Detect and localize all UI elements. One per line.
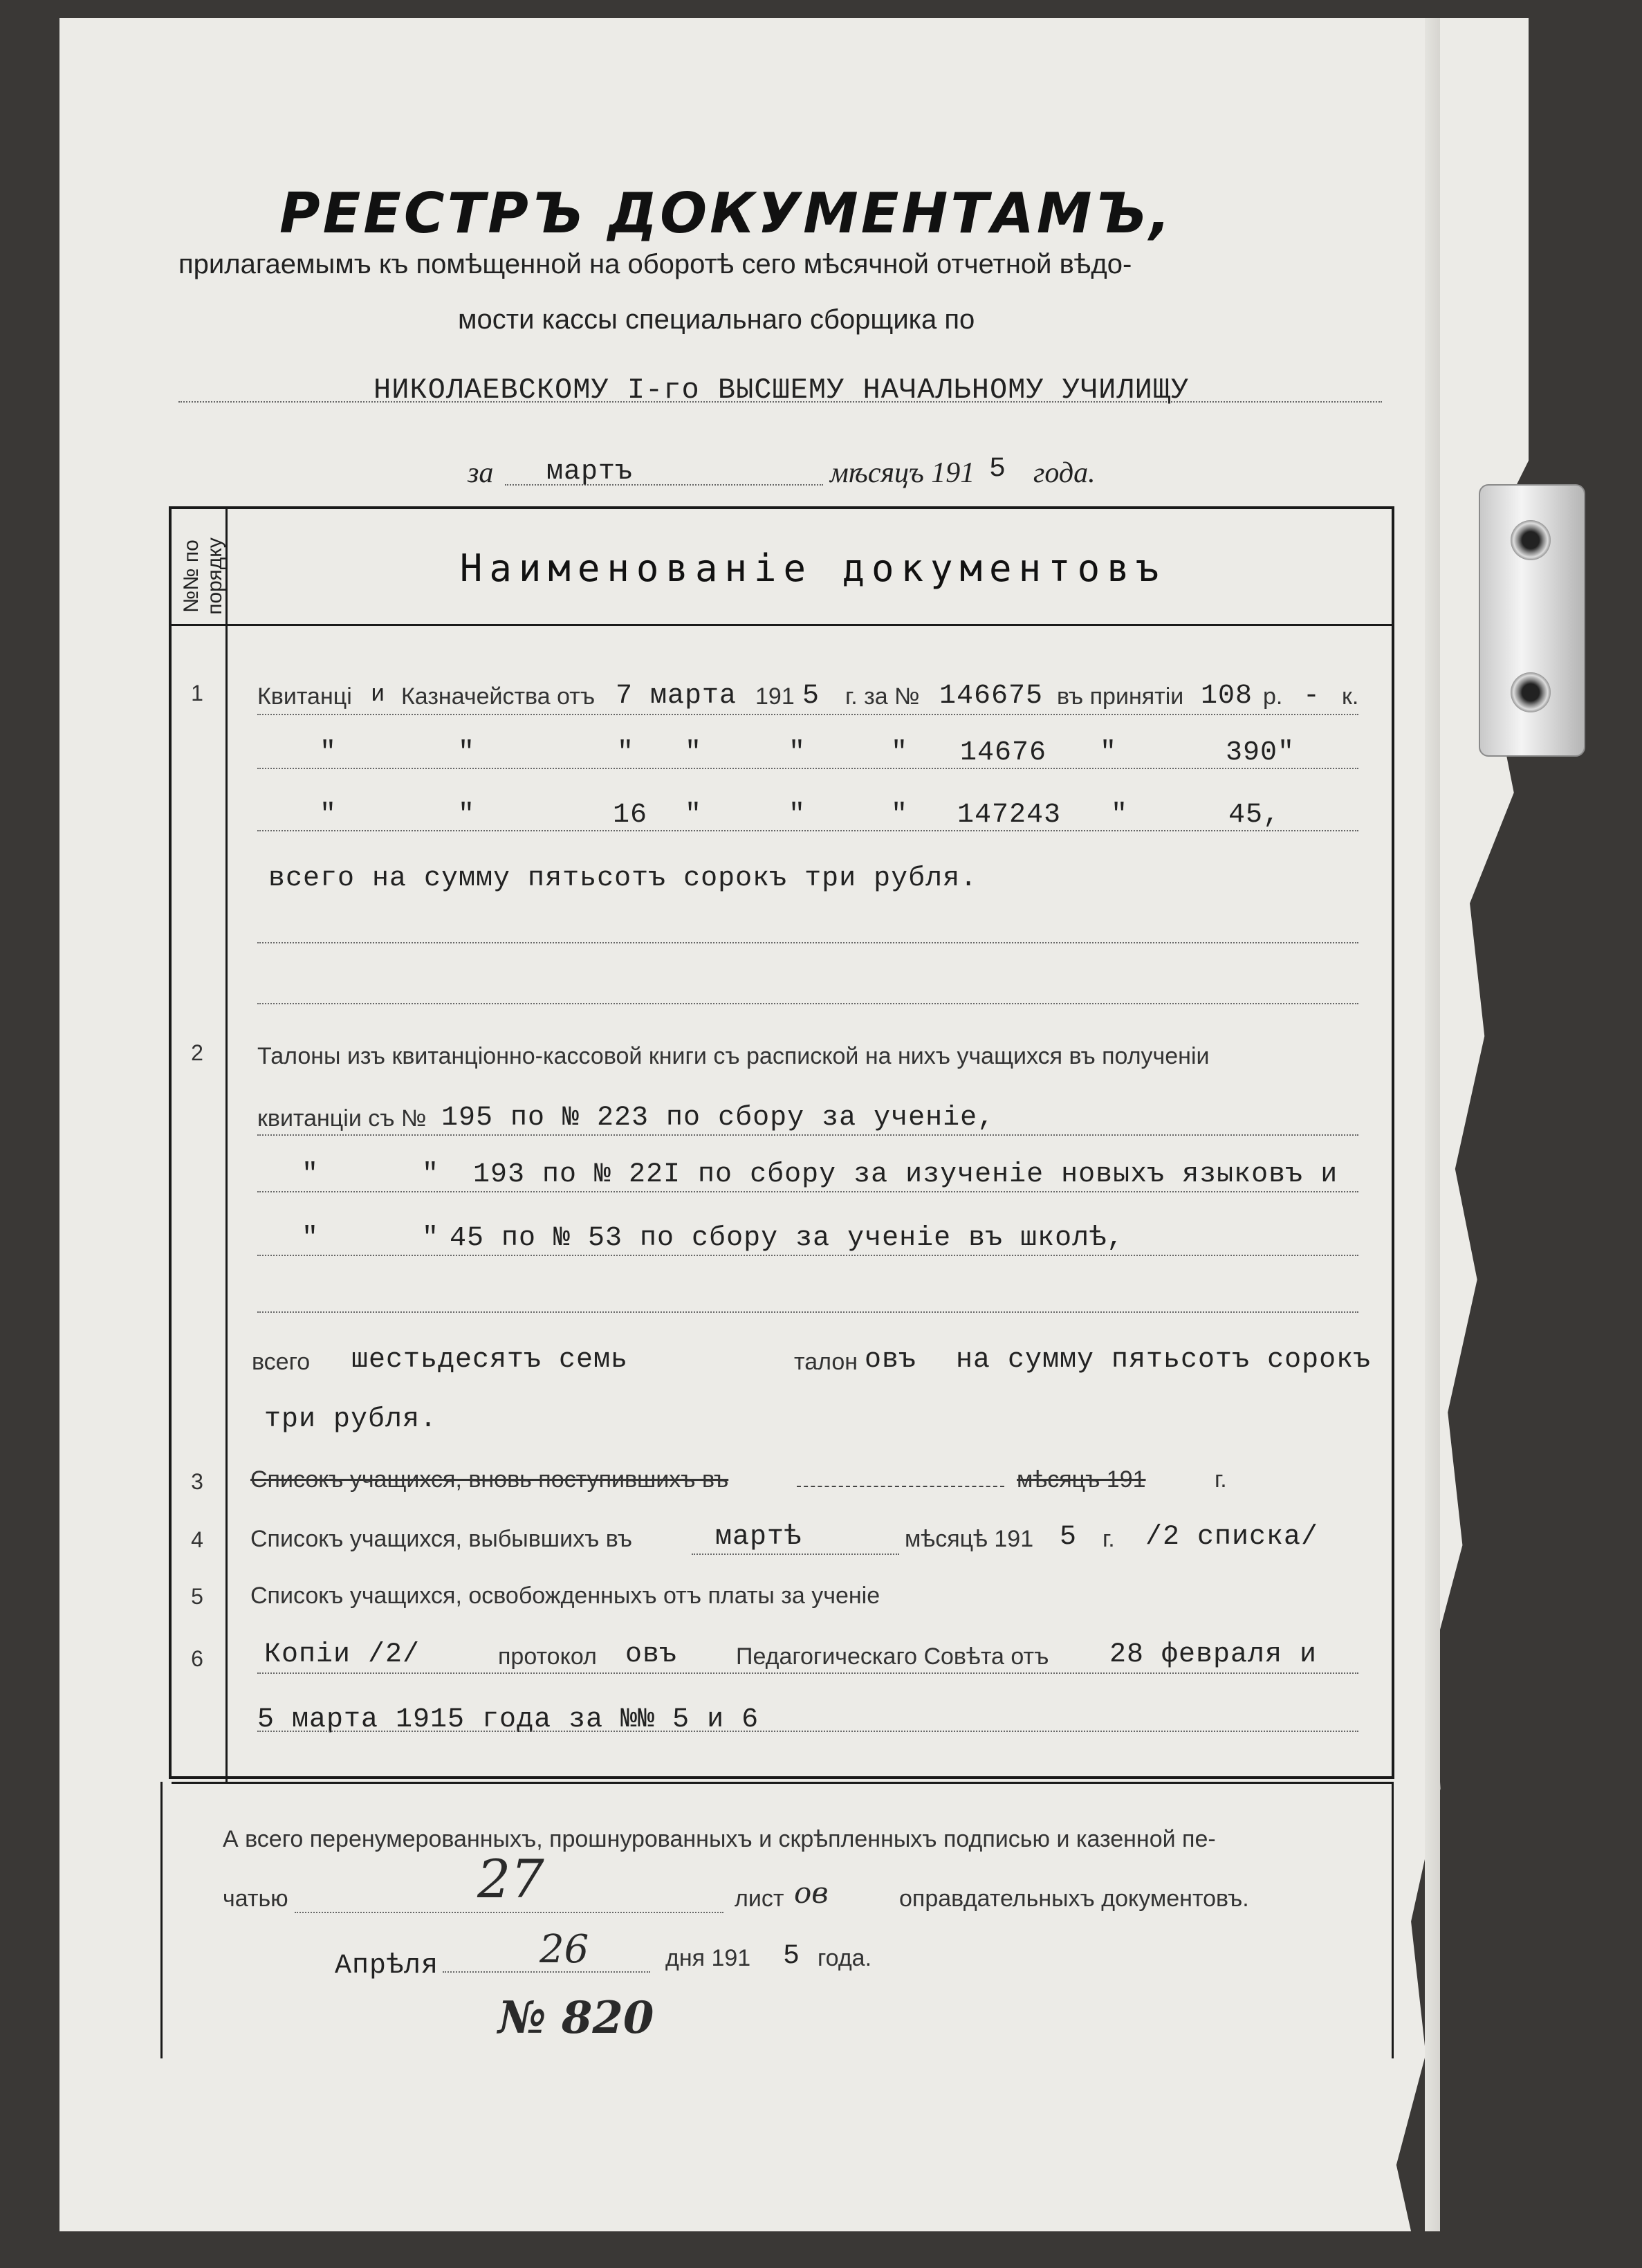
row1-line-5 bbox=[257, 942, 1358, 943]
row4-note: /2 списка/ bbox=[1145, 1522, 1319, 1553]
ditto-mark: " bbox=[320, 737, 338, 768]
row2-dotline bbox=[257, 1134, 1358, 1136]
footer-list-handwritten: ов bbox=[794, 1876, 829, 1910]
row1-label-a: Квитанці bbox=[257, 683, 352, 710]
row1-receipt-3: 147243 bbox=[957, 800, 1062, 831]
subtitle-line-1: прилагаемымъ къ помѣщенной на оборотѣ сего мѣсячной отчетной вѣдо- bbox=[178, 249, 1132, 279]
row4-g: г. bbox=[1103, 1526, 1115, 1552]
row2-line-1: Талоны изъ квитанціонно-кассовой книги съ распиской на нихъ учащихся въ полученіи bbox=[257, 1043, 1210, 1069]
period-end: года. bbox=[1033, 457, 1096, 489]
row6-council: Педагогическаго Совѣта отъ bbox=[736, 1643, 1049, 1670]
ditto-mark: " bbox=[1111, 800, 1129, 831]
ditto-mark: " bbox=[1100, 737, 1118, 768]
row2-line-2: 195 по № 223 по сбору за ученіе, bbox=[441, 1103, 995, 1134]
row2-total-label: всего bbox=[252, 1349, 311, 1375]
row2-total-sum: на сумму пятьсотъ сорокъ bbox=[956, 1345, 1372, 1376]
row-number: 5 bbox=[191, 1584, 203, 1609]
table-bottom-rule bbox=[172, 1782, 1392, 1784]
table-header-divider bbox=[172, 624, 1392, 626]
row1-year-prefix: 191 bbox=[755, 683, 795, 710]
row6-dotline bbox=[257, 1731, 1358, 1732]
ditto-mark: " bbox=[422, 1223, 440, 1254]
row1-amount-2: 390" bbox=[1226, 737, 1295, 768]
row6-date-1: 28 февраля и bbox=[1109, 1639, 1318, 1670]
row-number: 6 bbox=[191, 1646, 203, 1671]
period-month: мартъ bbox=[546, 457, 634, 488]
period-year-digit: 5 bbox=[989, 454, 1007, 485]
row4-month: мѣсяцѣ 191 bbox=[905, 1526, 1034, 1552]
ditto-mark: " bbox=[891, 737, 909, 768]
row1-line-3 bbox=[257, 830, 1358, 831]
ditto-mark: " bbox=[891, 800, 909, 831]
footer-month: Апрѣля bbox=[335, 1951, 439, 1982]
row2-talon-fill: овъ bbox=[865, 1345, 917, 1376]
footer-line-1: А всего перенумерованныхъ, прошнурованныхъ и скрѣпленныхъ подписью и казенной пе- bbox=[223, 1826, 1216, 1852]
row1-label-a-fill: и bbox=[371, 682, 386, 708]
metal-binder-clip bbox=[1479, 484, 1585, 757]
row5-text: Списокъ учащихся, освобожденныхъ отъ платы за ученіе bbox=[250, 1583, 880, 1609]
footer-day-label: дня 191 bbox=[665, 1945, 751, 1971]
footer-docs: оправдательныхъ документовъ. bbox=[899, 1886, 1249, 1912]
row4-text: Списокъ учащихся, выбывшихъ въ bbox=[250, 1526, 632, 1552]
footer-count-handwritten: 27 bbox=[477, 1848, 544, 1910]
footer-right-border bbox=[1392, 1782, 1394, 2058]
clip-eyelet bbox=[1511, 672, 1551, 712]
row1-line-2 bbox=[257, 768, 1358, 769]
table-column-divider bbox=[225, 509, 228, 1782]
row2-total-sum-2: три рубля. bbox=[264, 1404, 438, 1435]
row-number: 4 bbox=[191, 1527, 203, 1552]
row1-day-3: 16 bbox=[613, 800, 648, 831]
column-header-title: Наименованіе документовъ bbox=[459, 546, 1166, 590]
clip-eyelet bbox=[1511, 520, 1551, 560]
subtitle-line-2: мости кассы специальнаго сборщика по bbox=[458, 304, 975, 335]
row1-amount-1: 108 bbox=[1201, 681, 1253, 712]
row1-kop-dash: - bbox=[1303, 681, 1321, 712]
footer-left-border bbox=[160, 1782, 163, 2058]
footer-list-label: лист bbox=[735, 1886, 784, 1912]
row1-year-digit: 5 bbox=[802, 681, 820, 712]
ditto-mark: " bbox=[320, 800, 338, 831]
column-header-number: №№ по порядку bbox=[180, 537, 226, 615]
ditto-mark: " bbox=[685, 737, 703, 768]
ditto-mark: " bbox=[617, 737, 635, 768]
row-number: 1 bbox=[191, 681, 203, 706]
ditto-mark: " bbox=[302, 1223, 320, 1254]
ditto-mark: " bbox=[458, 800, 476, 831]
footer-year-digit: 5 bbox=[783, 1941, 801, 1972]
registry-number-handwritten: № 820 bbox=[498, 1992, 654, 2044]
row4-year-digit: 5 bbox=[1060, 1522, 1078, 1553]
row6-protokol-fill: овъ bbox=[625, 1639, 678, 1670]
ditto-mark: " bbox=[422, 1159, 440, 1190]
row6-kopii: Копіи /2/ bbox=[264, 1639, 421, 1670]
row1-receipt-2: 14676 bbox=[960, 737, 1047, 768]
ditto-mark: " bbox=[788, 737, 806, 768]
row2-line-3: 193 по № 22I по сбору за изученіе новыхъ языковъ и bbox=[473, 1159, 1338, 1190]
footer-count-dotline bbox=[295, 1912, 723, 1913]
row1-rub: р. bbox=[1263, 683, 1283, 710]
row3-text: Списокъ учащихся, вновь поступившихъ въ bbox=[250, 1466, 729, 1493]
paper-edge bbox=[1425, 18, 1440, 2231]
row2-talon-label: талон bbox=[794, 1349, 858, 1375]
row3-g: г. bbox=[1215, 1466, 1227, 1493]
row1-accepted: въ принятіи bbox=[1057, 683, 1184, 710]
ditto-mark: " bbox=[685, 800, 703, 831]
row6-dotline bbox=[257, 1672, 1358, 1674]
period-suffix: мѣсяцъ 191 bbox=[830, 457, 975, 489]
footer-year-end: года. bbox=[818, 1945, 872, 1971]
row2-dotline bbox=[257, 1191, 1358, 1192]
row2-line-2-label: квитанціи съ № bbox=[257, 1105, 427, 1132]
row3-month: мѣсяцъ 191 bbox=[1017, 1466, 1146, 1493]
row1-receipt-1: 146675 bbox=[939, 681, 1044, 712]
document-title: РЕЕСТРЪ ДОКУМЕНТАМЪ, bbox=[279, 181, 1174, 246]
row2-dotline bbox=[257, 1255, 1358, 1256]
row2-line-4: 45 по № 53 по сбору за ученіе въ школѣ, bbox=[450, 1223, 1125, 1254]
period-prefix: за bbox=[468, 457, 494, 489]
footer-day-handwritten: 26 bbox=[539, 1927, 589, 1972]
row-number: 3 bbox=[191, 1469, 203, 1494]
ditto-mark: " bbox=[458, 737, 476, 768]
row1-date: 7 марта bbox=[616, 681, 737, 712]
row-number: 2 bbox=[191, 1040, 203, 1065]
row1-line-1 bbox=[257, 714, 1358, 715]
row1-kop: к. bbox=[1342, 683, 1359, 710]
row4-dotline bbox=[692, 1554, 899, 1555]
row6-protokol: протокол bbox=[498, 1643, 597, 1670]
row1-label-b: Казначейства отъ bbox=[401, 683, 596, 710]
ditto-mark: " bbox=[302, 1159, 320, 1190]
row1-total: всего на сумму пятьсотъ сорокъ три рубля. bbox=[268, 863, 978, 894]
institution-name: НИКОЛАЕВСКОМУ I-го ВЫСШЕМУ НАЧАЛЬНОМУ УЧИЛИЩУ bbox=[373, 374, 1190, 407]
row1-line-6 bbox=[257, 1003, 1358, 1004]
row4-month-value: мартѣ bbox=[715, 1522, 802, 1553]
row2-total-count: шестьдесятъ семь bbox=[351, 1345, 629, 1376]
footer-line-2-label: чатью bbox=[223, 1886, 288, 1912]
row3-strikeline bbox=[797, 1486, 1004, 1487]
row2-dotline bbox=[257, 1311, 1358, 1313]
ditto-mark: " bbox=[788, 800, 806, 831]
row6-line-2: 5 марта 1915 года за №№ 5 и 6 bbox=[257, 1704, 759, 1735]
row1-for-no: г. за № bbox=[845, 683, 920, 710]
row1-amount-3: 45, bbox=[1228, 800, 1281, 831]
